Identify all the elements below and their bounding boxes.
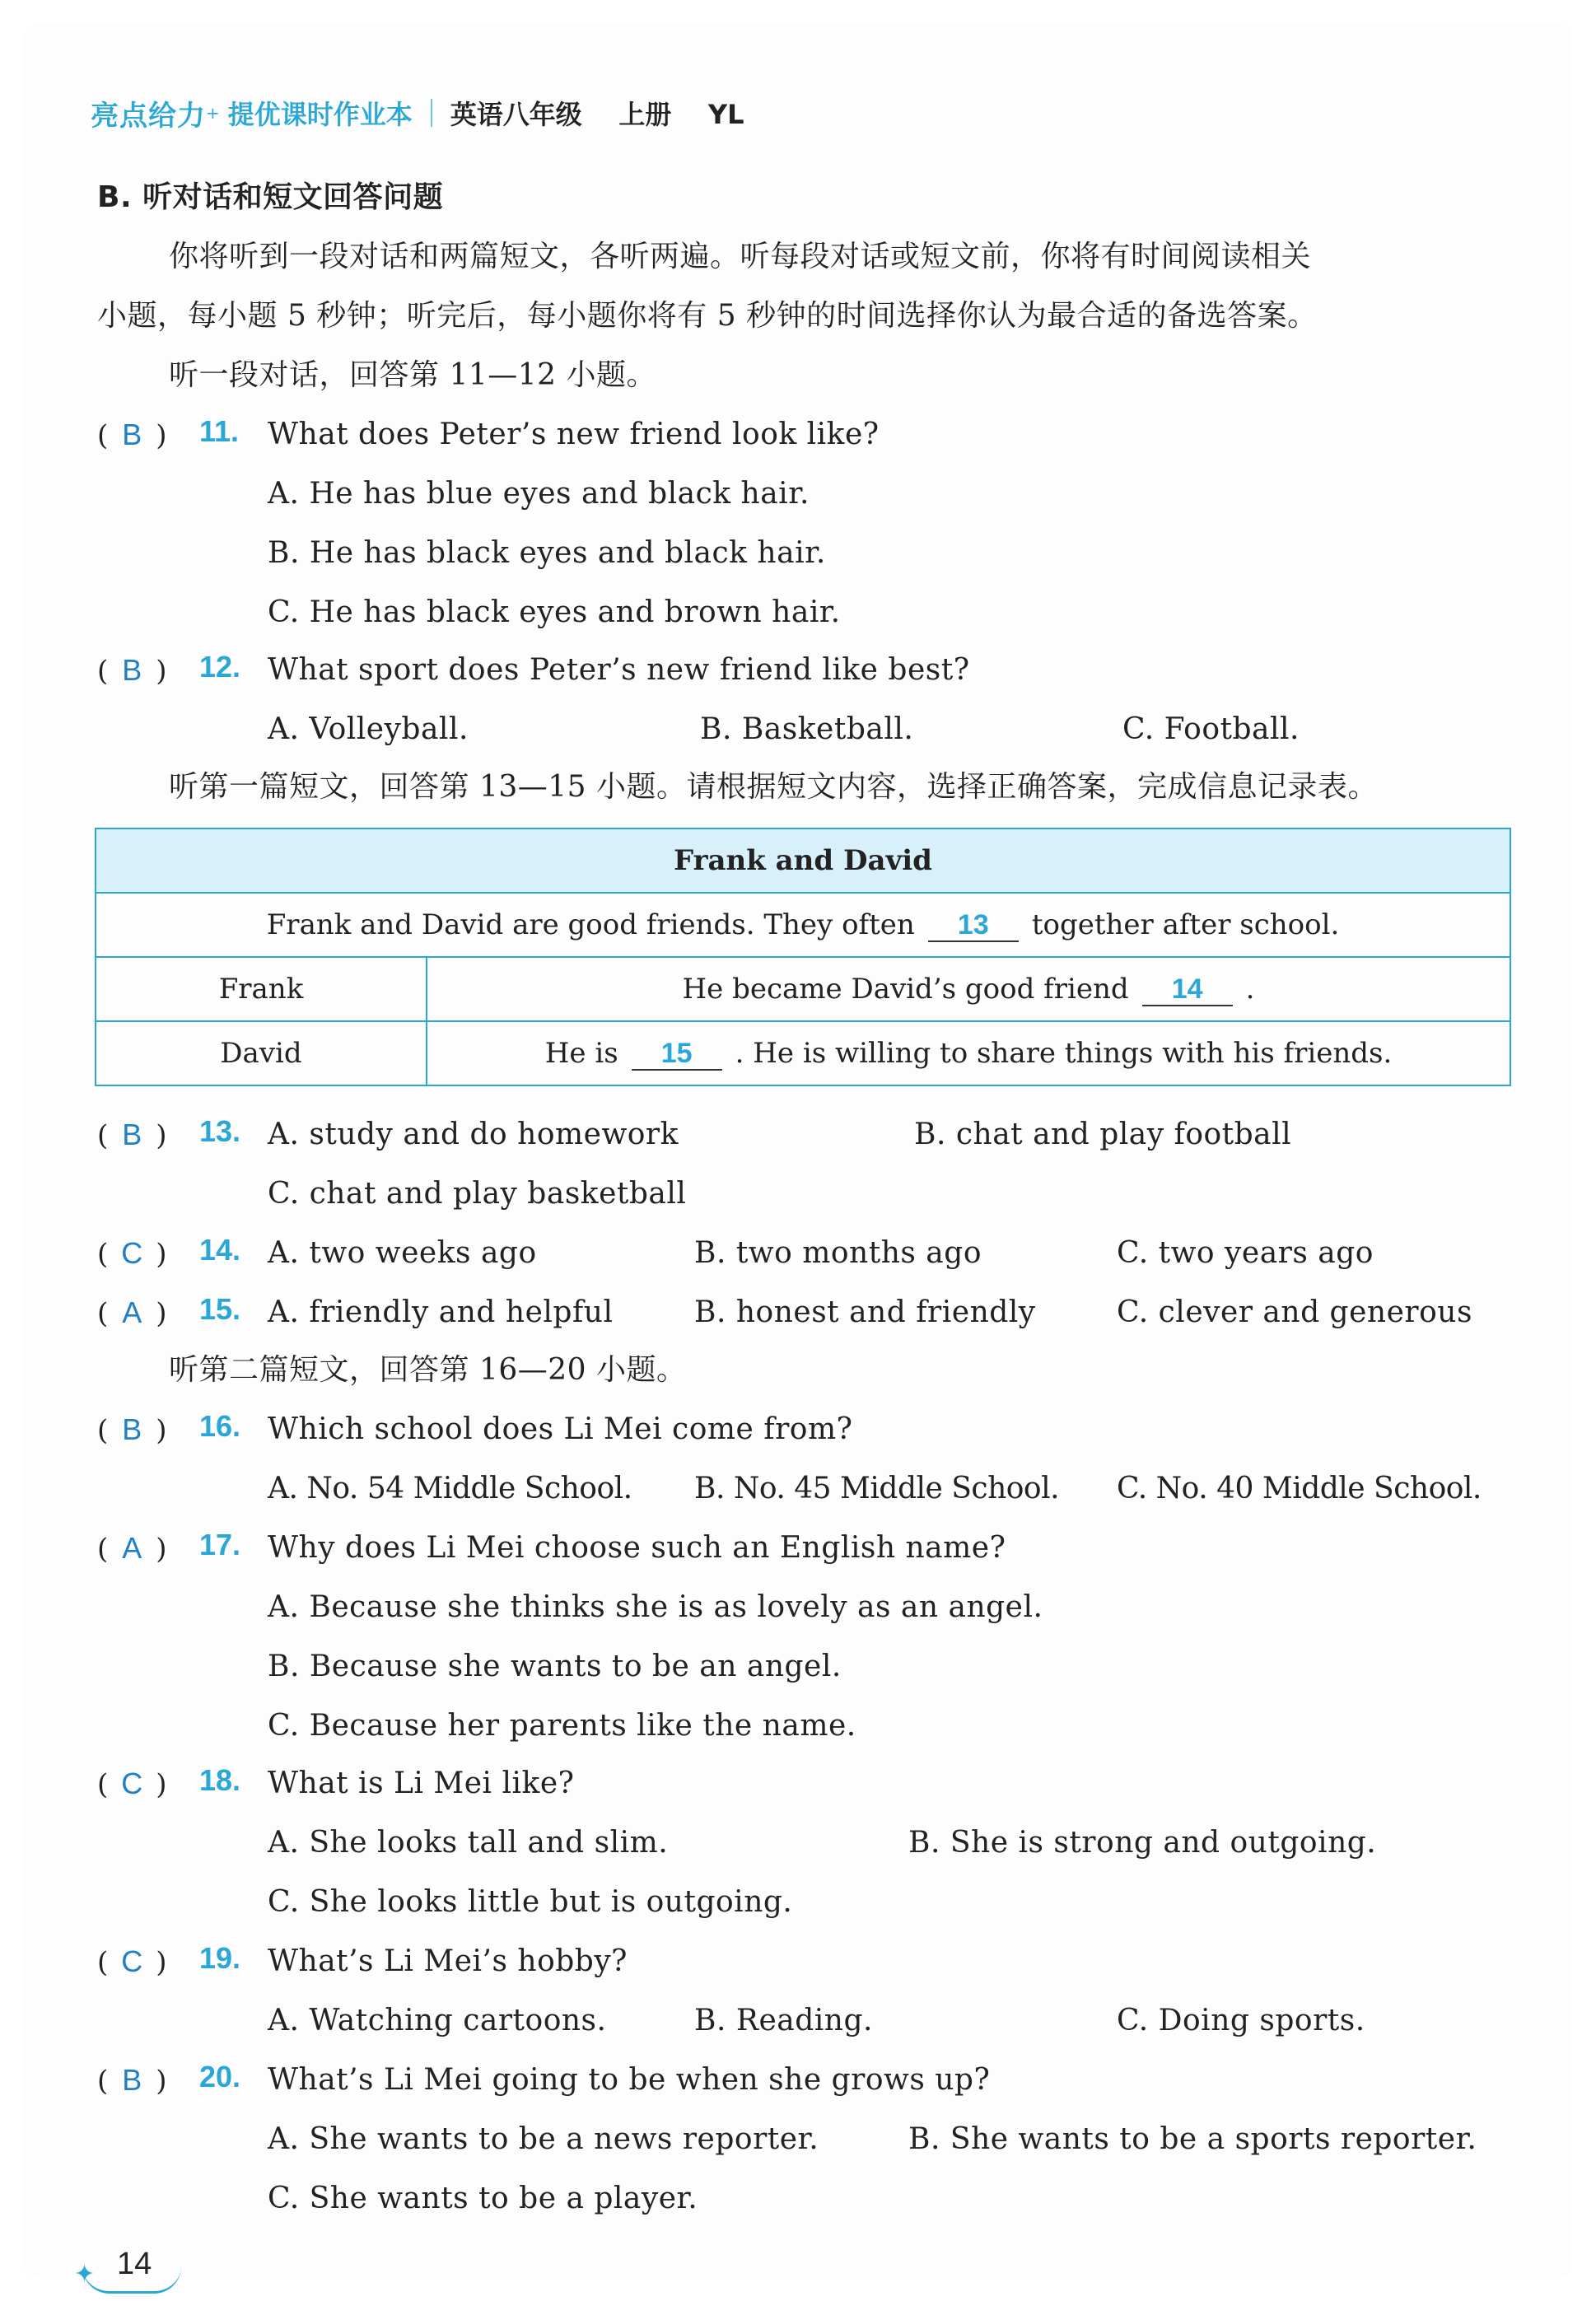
dialogue-intro: 听一段对话，回答第 11—12 小题。 [169,358,657,392]
q18-option-c: C. She looks little but is outgoing. [268,1885,793,1919]
answer-paren: ( B ) [97,1118,167,1152]
table-row-david [427,1021,1510,1085]
answer-paren: ( C ) [97,1767,167,1801]
q16-option-b: B. No. 45 Middle School. [694,1472,1060,1505]
table-title: Frank and David [96,828,1510,893]
answer-paren: ( C ) [97,1236,167,1271]
q17-option-b: B. Because she wants to be an angel. [268,1650,842,1683]
blank-14: 14 [1142,973,1233,1006]
q11-option-b: B. He has black eyes and black hair. [268,536,826,570]
answer-15: A [122,1295,142,1329]
answer-16: B [122,1412,142,1446]
question-number-12: 12. [199,650,241,684]
q12-option-a: A. Volleyball. [268,712,469,746]
answer-13: B [122,1118,142,1151]
q14-option-b: B. two months ago [694,1236,982,1270]
answer-14: C [121,1236,143,1270]
answer-19: C [121,1944,143,1978]
question-number-11: 11. [199,414,240,448]
q16-option-c: C. No. 40 Middle School. [1117,1472,1482,1505]
brand-plus-mark: + [206,103,220,123]
q20-option-a: A. She wants to be a news reporter. [268,2122,819,2156]
answer-11: B [122,418,142,451]
answer-paren: ( B ) [97,653,167,688]
intro-line-2: 小题，每小题 5 秒钟；听完后，每小题你将有 5 秒钟的时间选择你认为最合适的备选答案。 [97,299,1318,333]
q14-option-a: A. two weeks ago [268,1236,537,1270]
table-row-summary [96,893,1510,957]
answer-12: B [122,653,142,687]
q17-option-c: C. Because her parents like the name. [268,1709,856,1743]
table-row-frank [427,957,1510,1021]
q16-option-a: A. No. 54 Middle School. [268,1472,632,1505]
header-divider [431,99,432,127]
table-text: together after school. [1031,908,1340,941]
q15-option-b: B. honest and friendly [694,1295,1036,1329]
q18-option-b: B. She is strong and outgoing. [908,1826,1377,1860]
answer-18: C [121,1767,143,1800]
answer-17: A [122,1531,142,1565]
question-number-18: 18. [199,1763,241,1797]
q17-option-a: A. Because she thinks she is as lovely as an angel. [268,1590,1043,1624]
q13-option-a: A. study and do homework [268,1118,679,1151]
answer-paren: ( A ) [97,1295,167,1330]
q19-option-c: C. Doing sports. [1117,2004,1365,2037]
table-text: . [1245,972,1255,1006]
answer-paren: ( A ) [97,1531,167,1566]
question-11-text: What does Peter’s new friend look like? [268,418,880,451]
question-number-16: 16. [199,1409,241,1443]
intro-line-1: 你将听到一段对话和两篇短文，各听两遍。听每段对话或短文前，你将有时间阅读相关 [169,240,1312,273]
q12-option-b: B. Basketball. [700,712,914,746]
table-text: He became David’s good friend [682,972,1129,1006]
section-title: B. 听对话和短文回答问题 [97,180,444,214]
row-label-david: David [96,1021,427,1085]
blank-13: 13 [928,909,1019,942]
table-text: . He is willing to share things with his friends. [735,1036,1393,1070]
table-text: Frank and David are good friends. They often [266,908,915,941]
question-19-text: What’s Li Mei’s hobby? [268,1944,628,1978]
answer-paren: ( B ) [97,1412,167,1447]
brand-logo: 亮点给力 [91,99,206,133]
answer-20: B [122,2063,142,2097]
q20-option-c: C. She wants to be a player. [268,2182,698,2215]
page-number: 14 [117,2247,152,2281]
blank-15: 15 [632,1038,722,1071]
q11-option-a: A. He has blue eyes and black hair. [268,477,810,511]
table-text: He is [544,1036,618,1070]
book-info: 英语八年级 上册 YL [450,99,744,130]
question-number-19: 19. [199,1941,241,1975]
answer-paren: ( C ) [97,1944,167,1979]
q19-option-b: B. Reading. [694,2004,873,2037]
info-record-table [95,828,1511,1086]
question-number-13: 13. [199,1114,241,1148]
question-16-text: Which school does Li Mei come from? [268,1412,853,1446]
question-18-text: What is Li Mei like? [268,1767,575,1800]
q13-option-b: B. chat and play football [914,1118,1292,1151]
passage2-intro: 听第二篇短文，回答第 16—20 小题。 [169,1353,687,1387]
question-number-20: 20. [199,2060,241,2093]
star-icon: ✦ [74,2260,96,2289]
q20-option-b: B. She wants to be a sports reporter. [908,2122,1477,2156]
q13-option-c: C. chat and play basketball [268,1177,687,1211]
question-12-text: What sport does Peter’s new friend like best? [268,653,970,687]
q11-option-c: C. He has black eyes and brown hair. [268,595,841,629]
question-17-text: Why does Li Mei choose such an English name? [268,1531,1006,1565]
question-number-14: 14. [199,1233,241,1267]
q15-option-a: A. friendly and helpful [268,1295,614,1329]
series-title: 提优课时作业本 [227,99,413,130]
q12-option-c: C. Football. [1122,712,1300,746]
question-number-17: 17. [199,1528,241,1561]
q19-option-a: A. Watching cartoons. [268,2004,607,2037]
answer-paren: ( B ) [97,418,167,452]
q15-option-c: C. clever and generous [1117,1295,1472,1329]
q14-option-c: C. two years ago [1117,1236,1374,1270]
q18-option-a: A. She looks tall and slim. [268,1826,669,1860]
row-label-frank: Frank [96,957,427,1021]
question-20-text: What’s Li Mei going to be when she grows up? [268,2063,991,2097]
question-number-15: 15. [199,1292,241,1326]
page-header [91,92,744,133]
passage1-intro: 听第一篇短文，回答第 13—15 小题。请根据短文内容，选择正确答案，完成信息记录表。 [169,770,1379,804]
answer-paren: ( B ) [97,2063,167,2098]
